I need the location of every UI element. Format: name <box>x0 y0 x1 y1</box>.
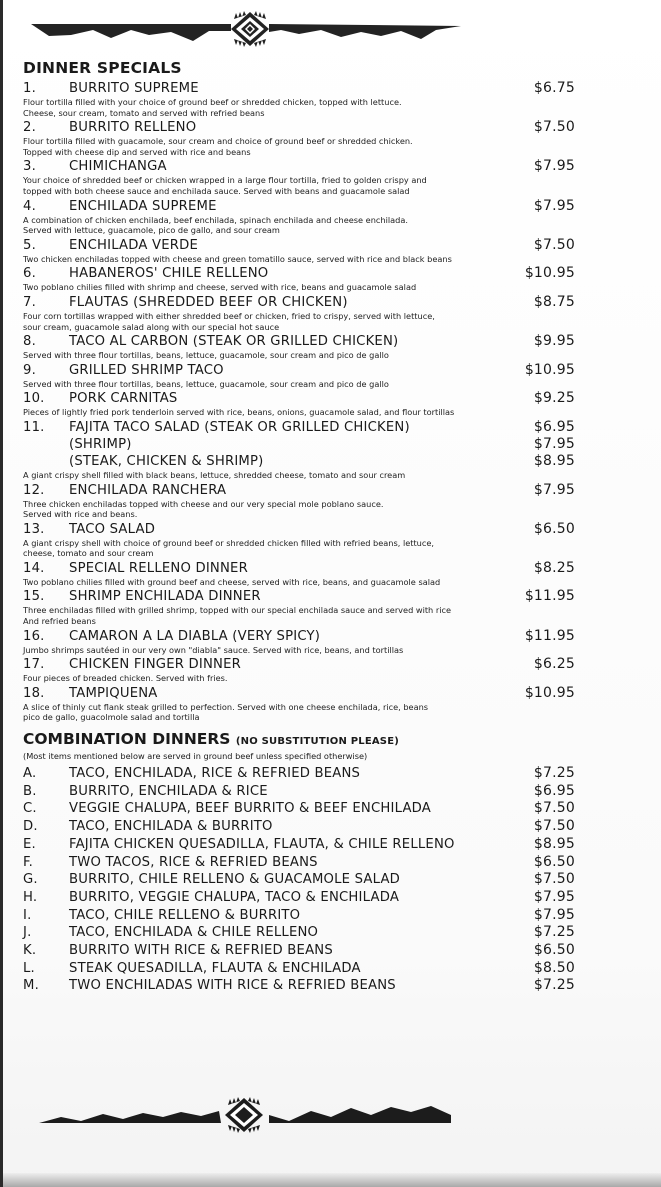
menu-item <box>23 119 575 157</box>
menu-item <box>23 158 575 196</box>
menu-item-description <box>23 136 575 157</box>
combination-item <box>23 818 575 836</box>
combination-item-letter: B. <box>23 783 37 799</box>
menu-item-price: $10.95 <box>524 265 575 282</box>
menu-item <box>23 333 575 361</box>
menu-item-description-line: Served with three flour tortillas, beans, lettuce, guacamole, sour cream and pico de gallo <box>23 378 389 389</box>
menu-item-label <box>23 419 410 436</box>
menu-item-number: 10. <box>23 391 45 407</box>
menu-item-label <box>23 362 224 379</box>
southwestern-border-bottom-icon <box>31 1095 461 1135</box>
combination-item-label <box>23 836 455 854</box>
combination-item-label <box>23 818 273 836</box>
combination-item-name: BURRITO WITH RICE & REFRIED BEANS <box>69 943 333 959</box>
menu-item-price: $10.95 <box>524 361 575 378</box>
menu-item-description <box>23 605 575 626</box>
menu-item-description <box>23 215 575 236</box>
menu-item-description-line: Flour tortilla filled with your choice of ground beef or shredded chicken, topped with lettuce. <box>23 97 402 107</box>
menu-item-description <box>23 97 575 118</box>
combination-item-name: STEAK QUESADILLA, FLAUTA & ENCHILADA <box>69 960 361 976</box>
menu-item-name: BURRITO SUPREME <box>69 81 199 96</box>
menu-item-description-line: A combination of chicken enchilada, beef enchilada, spinach enchilada and cheese enchilada. <box>23 214 408 225</box>
menu-item-description-line: Pieces of lightly fried pork tenderloin served with rice, beans, onions, guacamole salad, and flour tortillas <box>23 407 455 418</box>
combination-item-letter: D. <box>23 819 38 835</box>
menu-item-header <box>23 419 575 436</box>
menu-item-label <box>23 521 155 538</box>
menu-item-number: 7. <box>23 294 36 310</box>
menu-item-description <box>23 311 575 332</box>
menu-item-name: FAJITA TACO SALAD (STEAK OR GRILLED CHICKEN) <box>69 419 410 435</box>
combination-item-label <box>23 783 268 801</box>
menu-item-description <box>23 673 575 684</box>
menu-item-label <box>23 294 348 311</box>
menu-item-description <box>23 175 575 196</box>
menu-item-header <box>23 198 575 215</box>
menu-item-option <box>23 436 575 453</box>
menu-content <box>23 59 575 995</box>
menu-item <box>23 685 575 723</box>
menu-item-option-price: $7.95 <box>533 435 575 452</box>
combination-item <box>23 871 575 889</box>
menu-item-description-line: Two poblano chilies filled with ground beef and cheese, served with rice, beans, and guacamole salad <box>23 576 441 587</box>
menu-item-label <box>23 390 178 407</box>
menu-item-header <box>23 80 575 97</box>
menu-item-option-label <box>23 453 264 470</box>
menu-item-price: $6.25 <box>533 656 575 673</box>
combination-dinners-heading <box>23 730 575 751</box>
combination-item <box>23 889 575 907</box>
menu-item-name: PORK CARNITAS <box>69 391 178 407</box>
combination-item-price: $8.50 <box>533 959 575 976</box>
menu-item-name: ENCHILADA RANCHERA <box>69 482 227 498</box>
combination-item-name: FAJITA CHICKEN QUESADILLA, FLAUTA, & CHILE RELLENO <box>69 836 455 852</box>
menu-item <box>23 198 575 236</box>
menu-item-name: ENCHILADA SUPREME <box>69 198 217 214</box>
menu-item-price: $9.25 <box>533 390 575 407</box>
combination-item-label <box>23 924 318 942</box>
menu-item-price: $11.95 <box>524 627 575 644</box>
combination-dinners-note: (Most items mentioned below are served in ground beef unless specified otherwise) <box>23 751 368 762</box>
menu-item-description-line: Two chicken enchiladas topped with cheese and green tomatillo sauce, served with rice and black beans <box>23 253 452 264</box>
menu-item-description-line: Four pieces of breaded chicken. Served with fries. <box>23 673 228 684</box>
menu-item-price: $7.95 <box>533 158 575 175</box>
menu-item <box>23 628 575 656</box>
menu-item-header <box>23 521 575 538</box>
menu-item-label <box>23 628 320 645</box>
menu-item-label <box>23 198 217 215</box>
menu-item-option-name: (STEAK, CHICKEN & SHRIMP) <box>69 453 264 469</box>
menu-item-number: 12. <box>23 482 45 498</box>
combination-item-label <box>23 889 399 907</box>
no-substitution-note: (NO SUBSTITUTION PLEASE) <box>235 736 400 748</box>
menu-item-description-line: A giant crispy shell filled with black beans, lettuce, shredded cheese, tomato and sour cream <box>23 469 406 480</box>
menu-item-price: $7.50 <box>533 119 575 136</box>
combination-item <box>23 836 575 854</box>
menu-item-number: 11. <box>23 419 45 435</box>
combination-item-price: $6.50 <box>533 942 575 959</box>
combination-item <box>23 907 575 925</box>
menu-item-label <box>23 588 261 605</box>
combination-item-label <box>23 907 300 925</box>
menu-item-name: SHRIMP ENCHILADA DINNER <box>69 589 261 605</box>
menu-item-price: $11.95 <box>524 588 575 605</box>
combination-item-letter: I. <box>23 907 32 923</box>
menu-item-header <box>23 237 575 254</box>
menu-item-number: 18. <box>23 685 45 701</box>
menu-item-number: 8. <box>23 334 36 350</box>
combination-item-letter: C. <box>23 801 37 817</box>
combination-item-label <box>23 765 360 783</box>
menu-item-price: $6.50 <box>533 520 575 537</box>
combination-item-price: $6.50 <box>533 853 575 870</box>
menu-item-label <box>23 119 196 136</box>
menu-item-description-line: Jumbo shrimps sautéed in our very own "diabla" sauce. Served with rice, beans, and tortillas <box>23 644 404 655</box>
menu-item-description-line: pico de gallo, guacolmole salad and tortilla <box>23 712 200 723</box>
menu-item <box>23 588 575 626</box>
menu-item-price: $10.95 <box>524 684 575 701</box>
menu-item <box>23 656 575 684</box>
menu-item-description <box>23 702 575 723</box>
menu-item-description <box>23 645 575 656</box>
menu-item-label <box>23 685 158 702</box>
combination-item-label <box>23 977 396 995</box>
menu-item-price: $6.95 <box>533 418 575 435</box>
menu-item-description <box>23 499 575 520</box>
combination-item-label <box>23 854 318 872</box>
combination-item-letter: F. <box>23 854 34 870</box>
menu-item-header <box>23 119 575 136</box>
menu-item-description-line: cheese, tomato and sour cream <box>23 548 154 559</box>
menu-item-name: FLAUTAS (SHREDDED BEEF OR CHICKEN) <box>69 294 348 310</box>
combination-item-name: TACO, ENCHILADA & CHILE RELLENO <box>69 925 319 941</box>
menu-item-option-name: (SHRIMP) <box>69 436 132 452</box>
combination-item-label <box>23 942 333 960</box>
combination-item-name: TWO ENCHILADAS WITH RICE & REFRIED BEANS <box>69 978 396 994</box>
combination-item <box>23 854 575 872</box>
menu-item-number: 4. <box>23 198 36 214</box>
combination-item-letter: E. <box>23 836 36 852</box>
menu-item-description <box>23 577 575 588</box>
menu-item-description-line: Your choice of shredded beef or chicken wrapped in a large flour tortilla, fried to golden crispy and <box>23 175 427 186</box>
menu-item-name: HABANEROS' CHILE RELLENO <box>69 266 269 282</box>
menu-item-header <box>23 265 575 282</box>
menu-item <box>23 362 575 390</box>
combination-item-label <box>23 800 431 818</box>
menu-item-description-line: A giant crispy shell with choice of ground beef or shredded chicken filled with refried beans, lettuce, <box>23 537 435 548</box>
menu-item-header <box>23 685 575 702</box>
combination-item-letter: G. <box>23 872 38 888</box>
combination-item-price: $7.50 <box>533 800 575 817</box>
combination-item-name: BURRITO, VEGGIE CHALUPA, TACO & ENCHILADA <box>69 889 400 905</box>
southwestern-border-top-icon <box>31 8 461 48</box>
menu-item-price: $8.25 <box>533 559 575 576</box>
menu-item-price: $6.75 <box>533 80 575 96</box>
menu-item-name: ENCHILADA VERDE <box>69 237 199 253</box>
menu-item-number: 1. <box>23 81 36 96</box>
combination-item-price: $7.25 <box>533 977 575 994</box>
menu-item-number: 14. <box>23 560 45 576</box>
combination-item <box>23 924 575 942</box>
combination-item-letter: M. <box>23 978 39 994</box>
combination-item-price: $7.95 <box>533 906 575 923</box>
menu-item-header <box>23 158 575 175</box>
menu-item-description <box>23 350 575 361</box>
menu-item-header <box>23 656 575 673</box>
menu-item-name: SPECIAL RELLENO DINNER <box>69 560 248 576</box>
menu-item-description-line: A slice of thinly cut flank steak grilled to perfection. Served with one cheese enchilada, rice, beans <box>23 701 429 712</box>
combination-dinners-title: COMBINATION DINNERS <box>23 730 231 749</box>
menu-item-number: 16. <box>23 628 45 644</box>
menu-item-price: $7.95 <box>533 481 575 498</box>
combination-item <box>23 942 575 960</box>
menu-item-name: TAMPIQUENA <box>69 685 158 701</box>
menu-item-option <box>23 453 575 470</box>
menu-item-price: $7.50 <box>533 236 575 253</box>
combination-item-label <box>23 871 400 889</box>
menu-item-header <box>23 560 575 577</box>
menu-item-label <box>23 482 226 499</box>
menu-item-number: 6. <box>23 266 36 282</box>
menu-item-name: CAMARON A LA DIABLA (VERY SPICY) <box>69 628 321 644</box>
combination-item-price: $7.95 <box>533 888 575 905</box>
combination-item-name: TACO, ENCHILADA, RICE & REFRIED BEANS <box>69 766 361 782</box>
menu-item <box>23 237 575 265</box>
menu-item-name: TACO SALAD <box>69 521 156 537</box>
menu-item-number: 17. <box>23 657 45 673</box>
menu-item-number: 15. <box>23 589 45 605</box>
menu-item-number: 3. <box>23 159 36 175</box>
menu-item-option-label <box>23 436 132 453</box>
menu-item-header <box>23 362 575 379</box>
combination-dinners-list <box>23 765 575 995</box>
menu-item <box>23 294 575 332</box>
combination-item-price: $7.50 <box>533 818 575 835</box>
combination-item-price: $6.95 <box>533 782 575 799</box>
menu-item-description-line: Served with rice and beans. <box>23 509 138 520</box>
menu-item-number: 5. <box>23 237 36 253</box>
menu-item-description <box>23 379 575 390</box>
menu-item <box>23 265 575 293</box>
menu-item-name: GRILLED SHRIMP TACO <box>69 362 224 378</box>
menu-item-label <box>23 237 198 254</box>
menu-item-description-line: Cheese, sour cream, tomato and served with refried beans <box>23 107 265 118</box>
menu-item-number: 9. <box>23 362 36 378</box>
menu-item-description <box>23 470 575 481</box>
combination-item-letter: K. <box>23 943 37 959</box>
combination-item <box>23 800 575 818</box>
menu-item-description-line: Topped with cheese dip and served with rice and beans <box>23 146 251 157</box>
menu-item-header <box>23 294 575 311</box>
menu-item-description <box>23 282 575 293</box>
menu-item-header <box>23 588 575 605</box>
combination-item-name: BURRITO, ENCHILADA & RICE <box>69 783 268 799</box>
combination-item-price: $8.95 <box>533 835 575 852</box>
menu-item-description-line: sour cream, guacamole salad along with our special hot sauce <box>23 321 280 332</box>
menu-item-name: TACO AL CARBON (STEAK OR GRILLED CHICKEN) <box>69 334 399 350</box>
menu-item <box>23 390 575 418</box>
menu-item-number: 13. <box>23 521 45 537</box>
dinner-specials-list <box>23 80 575 723</box>
dinner-specials-heading: DINNER SPECIALS <box>23 59 182 77</box>
combination-item-letter: J. <box>23 925 32 941</box>
menu-item-description <box>23 254 575 265</box>
menu-item-header <box>23 628 575 645</box>
combination-item-name: TACO, CHILE RELLENO & BURRITO <box>69 907 301 923</box>
menu-item <box>23 419 575 481</box>
combination-item-price: $7.25 <box>533 924 575 941</box>
menu-item-description-line: Served with lettuce, guacamole, pico de gallo, and sour cream <box>23 225 280 236</box>
menu-item-name: BURRITO RELLENO <box>69 120 197 136</box>
menu-item-header <box>23 482 575 499</box>
combination-item-price: $7.25 <box>533 765 575 782</box>
menu-item-label <box>23 265 268 282</box>
menu-item-description <box>23 407 575 418</box>
menu-item-name: CHICKEN FINGER DINNER <box>69 657 241 673</box>
combination-item <box>23 977 575 995</box>
combination-item <box>23 765 575 783</box>
menu-item-price: $7.95 <box>533 197 575 214</box>
menu-item-number: 2. <box>23 120 36 136</box>
menu-item-option-price: $8.95 <box>533 452 575 469</box>
menu-item-label <box>23 560 248 577</box>
menu-item-label <box>23 333 398 350</box>
menu-item-label <box>23 158 167 175</box>
combination-item-name: VEGGIE CHALUPA, BEEF BURRITO & BEEF ENCHILADA <box>69 801 432 817</box>
menu-item-description-line: Two poblano chilies filled with shrimp and cheese, served with rice, beans and guacamole salad <box>23 282 417 293</box>
menu-item <box>23 521 575 559</box>
menu-item <box>23 80 575 118</box>
menu-item-name: CHIMICHANGA <box>69 159 167 175</box>
menu-item-price: $9.95 <box>533 333 575 350</box>
menu-item-label <box>23 80 199 97</box>
menu-item-description <box>23 538 575 559</box>
menu-item <box>23 560 575 588</box>
menu-item-header <box>23 390 575 407</box>
combination-item-name: TWO TACOS, RICE & REFRIED BEANS <box>69 854 318 870</box>
combination-item-letter: H. <box>23 889 38 905</box>
menu-item-description-line: Three enchiladas filled with grilled shrimp, topped with our special enchilada sauce and served with rice <box>23 605 452 616</box>
menu-item-label <box>23 656 241 673</box>
combination-item-label <box>23 960 361 978</box>
menu-item-description-line: Four corn tortillas wrapped with either shredded beef or chicken, fried to crispy, served with lettuce, <box>23 310 435 321</box>
combination-item-letter: L. <box>23 960 35 976</box>
menu-item-header <box>23 333 575 350</box>
menu-item-description-line: Three chicken enchiladas topped with cheese and our very special mole poblano sauce. <box>23 498 384 509</box>
menu-item-description-line: Flour tortilla filled with guacamole, sour cream and choice of ground beef or shredded chicken. <box>23 136 413 147</box>
menu-item-description-line: topped with both cheese sauce and enchilada sauce. Served with beans and guacamole salad <box>23 185 410 196</box>
combination-item-name: BURRITO, CHILE RELLENO & GUACAMOLE SALAD <box>69 872 401 888</box>
menu-item-description-line: Served with three flour tortillas, beans, lettuce, guacamole, sour cream and pico de gallo <box>23 350 389 361</box>
combination-item-name: TACO, ENCHILADA & BURRITO <box>69 819 273 835</box>
combination-item-letter: A. <box>23 766 37 782</box>
menu-item <box>23 482 575 520</box>
combination-item-price: $7.50 <box>533 871 575 888</box>
menu-item-price: $8.75 <box>533 293 575 310</box>
combination-item <box>23 960 575 978</box>
menu-item-description-line: And refried beans <box>23 616 96 627</box>
combination-item <box>23 783 575 801</box>
